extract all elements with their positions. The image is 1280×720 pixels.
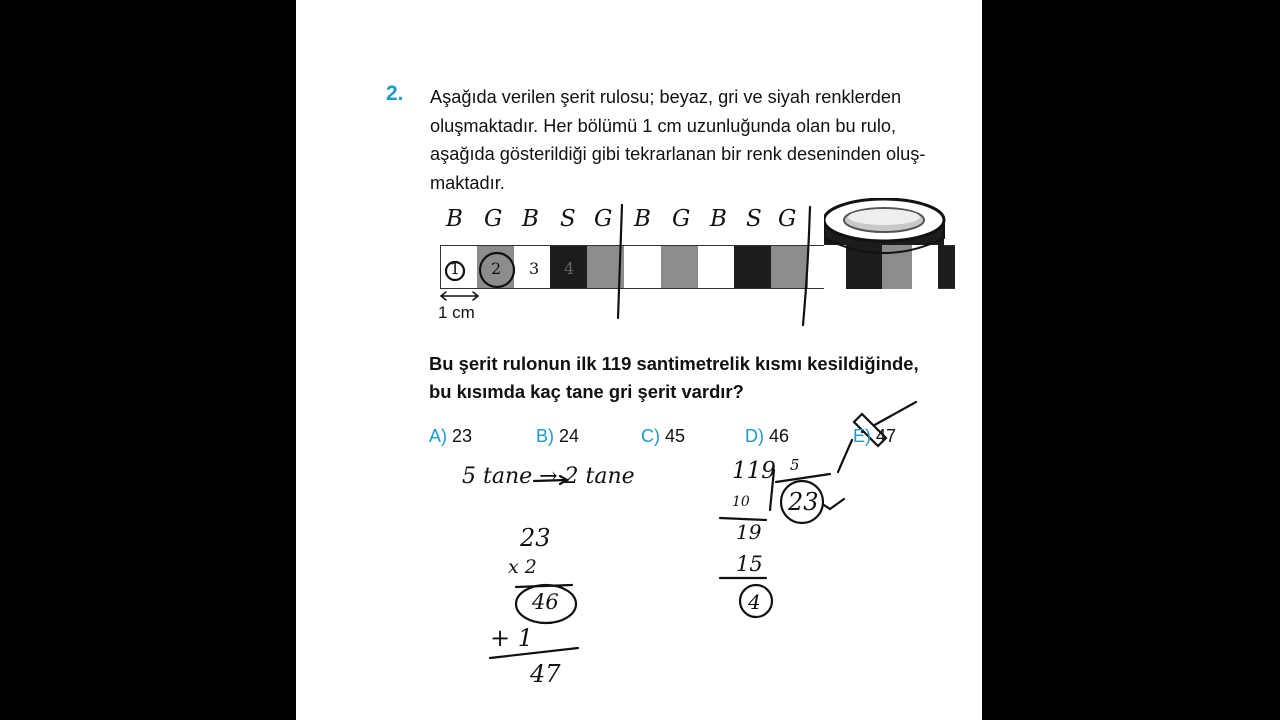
option-letter: B) xyxy=(536,426,554,446)
handwritten-letter: S xyxy=(746,206,762,232)
option-letter: A) xyxy=(429,426,447,446)
option-b[interactable] xyxy=(536,426,579,447)
hw-line: x 2 xyxy=(508,556,537,578)
question-line: maktadır. xyxy=(430,172,505,193)
question-line: oluşmaktadır. Her bölümü 1 cm uzunluğunda olan bu rulo, xyxy=(430,115,897,136)
option-letter: D) xyxy=(745,426,764,446)
handwritten-ratio: 5 tane → 2 tane xyxy=(462,464,635,489)
hw-sub: 10 xyxy=(732,494,750,510)
cell-number: 3 xyxy=(529,259,540,278)
handwritten-letter: B xyxy=(710,206,727,232)
handwritten-letter: G xyxy=(778,206,797,232)
prompt-line: bu kısımda kaç tane gri şerit vardır? xyxy=(429,381,744,402)
handwritten-letter: G xyxy=(594,206,613,232)
question-line: aşağıda gösterildiği gibi tekrarlanan bir renk deseninden oluş- xyxy=(430,144,926,164)
option-c[interactable] xyxy=(641,426,685,447)
handwritten-letter: G xyxy=(672,206,691,232)
question-line: Aşağıda verilen şerit rulosu; beyaz, gri ve siyah renklerden xyxy=(430,87,902,107)
prompt-line: Bu şerit rulonun ilk 119 santimetrelik kısmı kesildiğinde, xyxy=(429,353,919,374)
option-d[interactable] xyxy=(745,426,789,447)
question-prompt xyxy=(429,350,919,406)
handwritten-letter: G xyxy=(484,206,503,232)
handwritten-letter: S xyxy=(560,206,576,232)
hw-line: 47 xyxy=(530,660,561,688)
hw-line: 46 xyxy=(532,590,559,614)
question-number: 2. xyxy=(386,82,404,105)
hw-line: 23 xyxy=(520,524,551,552)
option-value: 47 xyxy=(876,426,897,446)
cell-number: 4 xyxy=(564,259,575,278)
handwritten-letter: B xyxy=(522,206,539,232)
option-e[interactable] xyxy=(853,426,896,447)
unit-label: 1 cm xyxy=(438,303,475,322)
handwritten-letter: B xyxy=(634,206,651,232)
option-a[interactable] xyxy=(429,426,472,447)
handwritten-letter: B xyxy=(446,206,463,232)
hw-sub2: 15 xyxy=(736,552,763,576)
option-value: 23 xyxy=(452,426,473,446)
option-letter: E) xyxy=(853,426,871,446)
cell-number: 2 xyxy=(491,259,502,278)
hw-line: + 1 xyxy=(490,624,534,652)
option-value: 46 xyxy=(769,426,790,446)
hw-remainder: 4 xyxy=(748,590,761,614)
hw-dividend: 119 xyxy=(732,458,776,484)
worksheet-page xyxy=(296,0,982,720)
option-value: 24 xyxy=(559,426,580,446)
hw-divisor: 5 xyxy=(790,456,800,474)
cell-number: 1 xyxy=(450,259,461,278)
option-value: 45 xyxy=(665,426,686,446)
hw-rem: 19 xyxy=(736,520,762,544)
option-letter: C) xyxy=(641,426,660,446)
hw-quotient: 23 xyxy=(788,488,819,516)
